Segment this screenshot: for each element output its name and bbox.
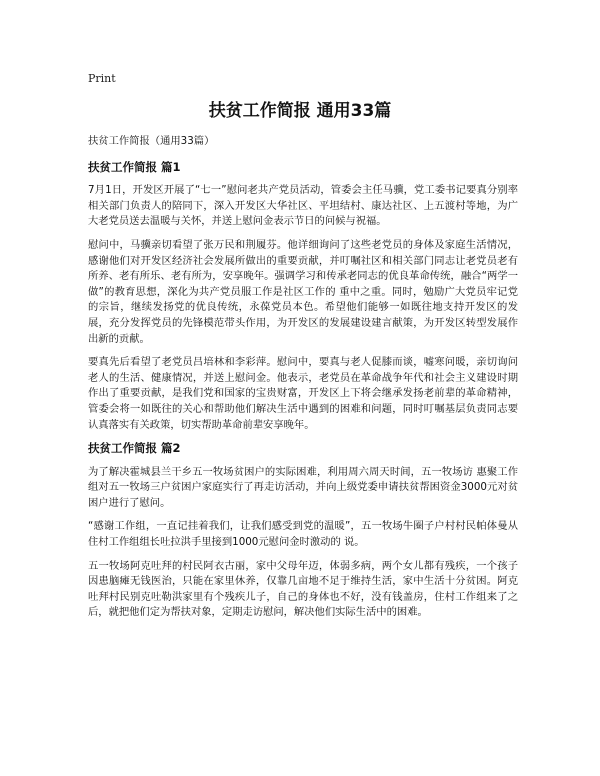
paragraph: 五一牧场阿克吐拜的村民阿衣古丽，家中父母年迈，体弱多病，两个女儿都有残疾，一个孩子因患脑瘫无钱医治，只能在家里休养，仅靠几亩地不足于维持生活，家中生活十分贫困。阿克吐拜村民别克吐勒洪家里有个残疾儿子，自己的身体也不好，没有钱盖房，住村工作组来了之后，就把他们定为帮扶对象，定期走访慰问，解决他们实际生活中的困难。 [88, 559, 518, 619]
print-link[interactable]: Print [88, 72, 116, 85]
paragraph: 要真先后看望了老党员吕培林和李彩萍。慰问中，要真与老人促膝而谈，嘘寒问暖，亲切询问老人的生活、健康情况，并送上慰问金。他表示，老党员在革命战争年代和社会主义建设时期作出了重要贡献，是我们党和国家的宝贵财富，开发区上下将会继承发扬老前辈的革命精神，管委会将一如既往的关心和帮助他们解决生活中遇到的困难和问题，同时叮嘱基层负责同志要认真落实有关政策，切实帮助革命前辈安享晚年。 [88, 356, 518, 431]
section-2 [88, 441, 518, 621]
section-heading: 扶贫工作简报 篇2 [88, 441, 181, 456]
paragraph: 为了解决霍城县兰干乡五一牧场贫困户的实际困难，利用周六周天时间，五一牧场访 惠聚工作组对五一牧场三户贫困户家庭实行了再走访活动，并向上级党委申请扶贫帮困资金3000元对贫困户进行了慰问。 [88, 465, 518, 509]
paragraph: 慰问中，马骥亲切看望了张万民和荆履芬。他详细询问了这些老党员的身体及家庭生活情况，感谢他们对开发区经济社会发展所做出的重要贡献，并叮嘱社区和相关部门同志让老党员老有所养、老有所乐、老有所为，安享晚年。强调学习和传承老同志的优良革命传统，融合“两学一做”的教育思想，深化为共产党员服工作是社区工作的 重中之重。同时，勉励广大党员牢记党的宗旨，继续发扬党的优良传统，永葆党员本色。希望他们能够一如既往地支持开发区的发展，充分发挥党员的先锋模范带头作用，为开发区的发展建设建言献策，为开发区转型发展作出新的贡献。 [88, 238, 518, 345]
document-title: 扶贫工作简报 通用33篇 [208, 101, 392, 121]
paragraph: 7月1日，开发区开展了“七一”慰问老共产党员活动，管委会主任马骥，党工委书记要真分别率相关部门负责人的陪同下，深入开发区大华社区、平坦结村、康达社区、上五渡村等地，为广大老党员送去温暖与关怀，并送上慰问金表示节日的问候与祝福。 [88, 184, 518, 228]
document-body [88, 134, 518, 629]
section-heading: 扶贫工作简报 篇1 [88, 159, 181, 174]
document-subtitle: 扶贫工作简报（通用33篇） [88, 135, 215, 147]
paragraph: “感谢工作组，一直记挂着我们，让我们感受到党的温暖”，五一牧场牛圈子户村村民帕体曼从住村工作组组长吐拉洪手里接到1000元慰问金时激动的 说。 [88, 520, 518, 549]
section-1 [88, 160, 518, 434]
